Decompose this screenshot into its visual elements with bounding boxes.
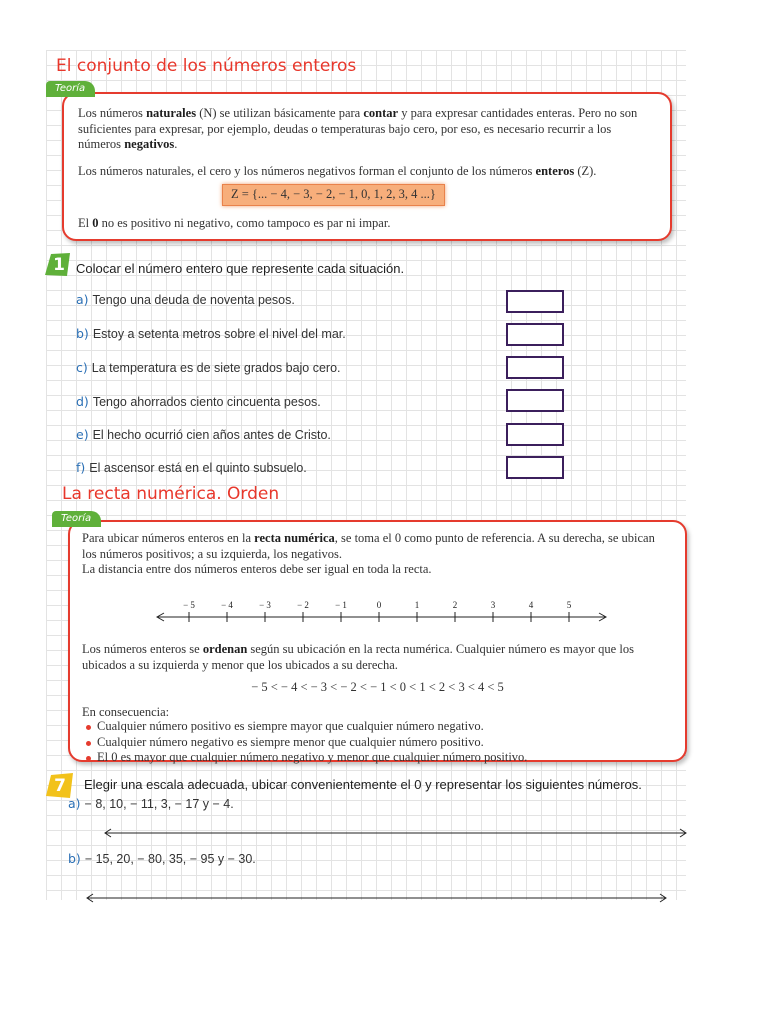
exercise-number: 1 [53,255,65,275]
item-text: Tengo una deuda de noventa pesos. [92,293,295,307]
theory-paragraph-integers: Los números naturales, el cero y los números negativos forman el conjunto de los números enteros (Z). [78,164,597,178]
answer-number-line[interactable] [86,892,668,904]
item-text: El hecho ocurrió cien años antes de Cristo. [92,428,331,442]
section-title-number-line: La recta numérica. Orden [62,484,280,504]
consequence-heading: En consecuencia: [82,705,170,719]
item-letter: f) [76,460,86,475]
number-line-tick-label: 4 [528,600,534,610]
item-letter: b) [68,851,81,866]
item-text: Tengo ahorrados ciento cincuenta pesos. [92,395,321,409]
number-line-tick-label: − 2 [297,600,309,610]
theory-paragraph-order: Los números enteros se ordenan según su ubicación en la recta numérica. Cualquier número es mayor que los ubicados a su izquierda y menor que los ubicados a su derecha. [82,642,634,672]
item-text: Estoy a setenta metros sobre el nivel del mar. [92,327,346,341]
theory-paragraph-naturals: Los números naturales (N) se utilizan básicamente para contar y para expresar cantidades enteras. Pero no son suficientes para expresar, por ejemplo, deudas o temperaturas bajo cero, por eso, es necesario recurrir a los números negativos. [78,106,638,151]
answer-box[interactable] [506,356,564,379]
item-letter: c) [76,360,88,375]
answer-box[interactable] [506,323,564,346]
exercise-number: 7 [54,776,66,796]
item-letter: b) [76,326,89,341]
theory-paragraph-number-line: Para ubicar números enteros en la recta numérica, se toma el 0 como punto de referencia. A su derecha, se ubican los números positivos; a su izquierda, los negativos. [82,531,655,561]
exercise-item [68,851,256,866]
answer-box[interactable] [506,389,564,412]
item-text: − 8, 10, − 11, 3, − 17 y − 4. [84,797,234,811]
number-line-tick-label: 0 [376,600,382,610]
number-line-tick-label: − 3 [259,600,271,610]
list-item: Cualquier número positivo es siempre mayor que cualquier número negativo. [97,719,687,735]
answer-box[interactable] [506,456,564,479]
consequence-list [82,719,687,766]
item-text: La temperatura es de siete grados bajo cero. [91,361,341,375]
theory-tag: Teoría [52,511,101,527]
order-inequality: − 5 < − 4 < − 3 < − 2 < − 1 < 0 < 1 < 2 < 3 < 4 < 5 [251,680,504,694]
number-line-tick-label: − 1 [335,600,347,610]
number-line-tick-label: 1 [414,600,420,610]
number-line-diagram [156,598,614,634]
list-item: Cualquier número negativo es siempre menor que cualquier número positivo. [97,735,687,751]
theory-box-integers [62,92,672,241]
item-letter: e) [76,427,89,442]
item-letter: d) [76,394,89,409]
section-title-integers: El conjunto de los números enteros [56,56,357,76]
integer-set-highlight: Z = {... − 4, − 3, − 2, − 1, 0, 1, 2, 3, 4 ...} [222,184,445,206]
exercise-instruction: Colocar el número entero que represente cada situación. [76,261,405,276]
item-text: El ascensor está en el quinto subsuelo. [89,461,307,475]
answer-box[interactable] [506,290,564,313]
theory-paragraph-distance: La distancia entre dos números enteros debe ser igual en toda la recta. [82,562,432,576]
item-letter: a) [76,292,89,307]
item-letter: a) [68,796,81,811]
exercise-instruction: Elegir una escala adecuada, ubicar convenientemente el 0 y representar los siguientes números. [84,777,642,792]
theory-paragraph-zero: El 0 no es positivo ni negativo, como tampoco es par ni impar. [78,216,391,230]
exercise-item [68,796,234,811]
theory-tag: Teoría [46,81,95,97]
list-item: El 0 es mayor que cualquier número negativo y menor que cualquier número positivo. [97,750,687,766]
number-line-tick-label: − 4 [221,600,233,610]
theory-box-number-line [68,520,687,762]
answer-box[interactable] [506,423,564,446]
worksheet-page [46,50,686,900]
number-line-tick-label: 5 [566,600,572,610]
item-text: − 15, 20, − 80, 35, − 95 y − 30. [84,852,256,866]
number-line-tick-label: 3 [490,600,496,610]
number-line-tick-label: − 5 [183,600,195,610]
answer-number-line[interactable] [104,827,688,839]
number-line-tick-label: 2 [452,600,458,610]
